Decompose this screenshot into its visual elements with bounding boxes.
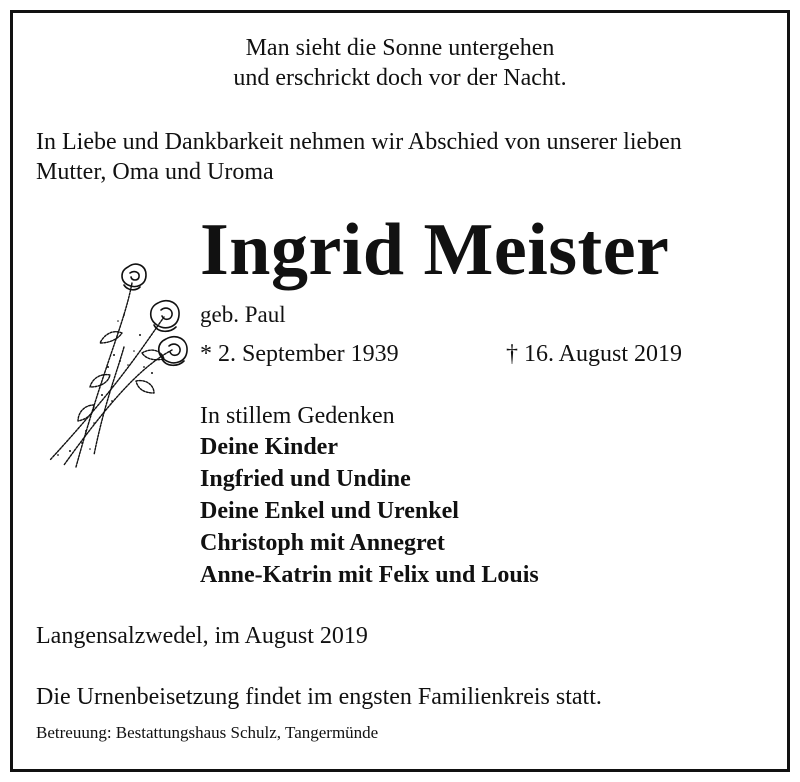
place-date: Langensalzwedel, im August 2019: [36, 623, 368, 649]
rose-bouquet-icon: [24, 255, 194, 475]
intro-line-2: Mutter, Oma und Uroma: [36, 159, 274, 185]
mourner-line-2: Ingfried und Undine: [200, 466, 411, 492]
mourners-heading: In stillem Gedenken: [200, 403, 395, 429]
funeral-home-credit: Betreuung: Bestattungshaus Schulz, Tangermünde: [36, 723, 379, 742]
maiden-name: geb. Paul: [200, 302, 286, 327]
burial-note: Die Urnenbeisetzung findet im engsten Familienkreis statt.: [36, 684, 602, 710]
death-date: † 16. August 2019: [506, 341, 683, 367]
poem-line-2: und erschrickt doch vor der Nacht.: [233, 65, 567, 91]
mourner-line-1: Deine Kinder: [200, 434, 338, 460]
intro-line-1: In Liebe und Dankbarkeit nehmen wir Abschied von unserer lieben: [36, 129, 682, 155]
mourner-line-3: Deine Enkel und Urenkel: [200, 498, 459, 524]
mourner-line-5: Anne-Katrin mit Felix und Louis: [200, 562, 539, 588]
poem-line-1: Man sieht die Sonne untergehen: [245, 35, 555, 61]
mourner-line-4: Christoph mit Annegret: [200, 530, 445, 556]
deceased-name: Ingrid Meister: [200, 209, 670, 291]
birth-date: * 2. September 1939: [200, 341, 399, 367]
